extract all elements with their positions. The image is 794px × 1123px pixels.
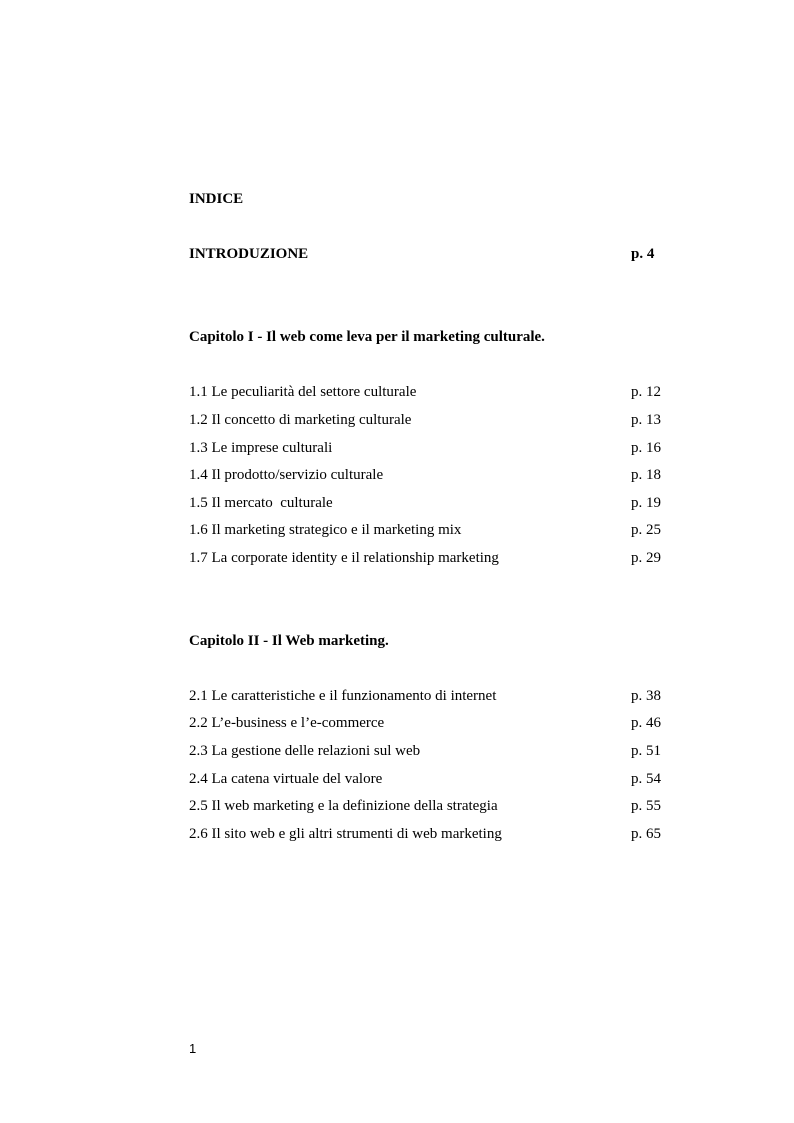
toc-entry-1-1: [189, 382, 664, 402]
toc-entry-label: INTRODUZIONE: [189, 246, 309, 262]
toc-entry-label: 1.1 Le peculiarità del settore culturale: [189, 384, 417, 400]
toc-entry-page: p. 4: [631, 246, 655, 262]
toc-entry-page: p. 29: [631, 550, 661, 566]
toc-entry-label: 1.2 Il concetto di marketing culturale: [189, 412, 412, 428]
chapter-2-title: Capitolo II - Il Web marketing.: [189, 633, 389, 649]
toc-entry-page: p. 51: [631, 743, 661, 759]
toc-entry-2-6: [189, 824, 664, 844]
toc-entry-1-3: [189, 438, 664, 458]
toc-entry-label: 1.5 Il mercato culturale: [189, 495, 333, 511]
toc-entry-label: 2.4 La catena virtuale del valore: [189, 771, 383, 787]
toc-entry-page: p. 54: [631, 771, 661, 787]
toc-entry-2-2: [189, 713, 664, 733]
toc-entry-2-1: [189, 686, 664, 706]
toc-entry-2-4: [189, 769, 664, 789]
footer-page-number: 1: [189, 1041, 197, 1056]
toc-entry-1-4: [189, 465, 664, 485]
toc-entry-page: p. 12: [631, 384, 661, 400]
toc-entry-label: 2.1 Le caratteristiche e il funzionamento di internet: [189, 688, 497, 704]
toc-entry-2-3: [189, 741, 664, 761]
toc-entry-page: p. 19: [631, 495, 661, 511]
toc-entry-1-2: [189, 410, 664, 430]
toc-entry-page: p. 46: [631, 715, 661, 731]
toc-entry-label: 1.3 Le imprese culturali: [189, 440, 333, 456]
toc-entry-page: p. 16: [631, 440, 661, 456]
toc-entry-label: 1.4 Il prodotto/servizio culturale: [189, 467, 384, 483]
toc-entry-label: 2.5 Il web marketing e la definizione della strategia: [189, 798, 498, 814]
toc-entry-page: p. 55: [631, 798, 661, 814]
toc-entry-label: 2.2 L’e-business e l’e-commerce: [189, 715, 385, 731]
toc-entry-1-6: [189, 520, 664, 540]
toc-entry-introduction: [189, 244, 664, 264]
index-title: INDICE: [189, 191, 244, 207]
toc-entry-page: p. 38: [631, 688, 661, 704]
toc-entry-page: p. 13: [631, 412, 661, 428]
toc-entry-label: 2.6 Il sito web e gli altri strumenti di web marketing: [189, 826, 502, 842]
toc-entry-2-5: [189, 796, 664, 816]
chapter-1-title: Capitolo I - Il web come leva per il marketing culturale.: [189, 329, 545, 345]
toc-entry-1-7: [189, 548, 664, 568]
toc-entry-1-5: [189, 493, 664, 513]
toc-entry-page: p. 65: [631, 826, 661, 842]
toc-entry-label: 2.3 La gestione delle relazioni sul web: [189, 743, 421, 759]
toc-entry-page: p. 25: [631, 522, 661, 538]
toc-entry-page: p. 18: [631, 467, 661, 483]
toc-entry-label: 1.6 Il marketing strategico e il marketing mix: [189, 522, 462, 538]
toc-entry-label: 1.7 La corporate identity e il relationship marketing: [189, 550, 499, 566]
